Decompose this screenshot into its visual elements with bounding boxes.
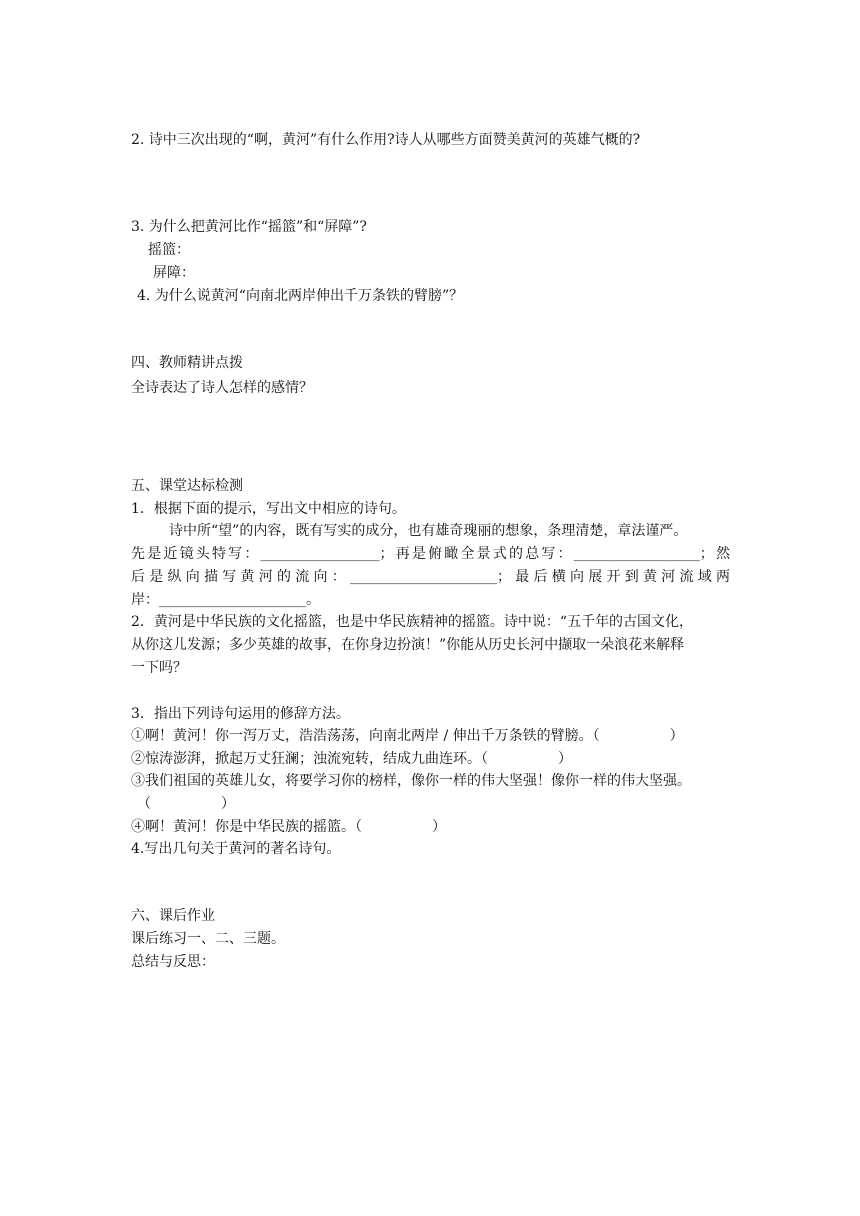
question-2: 2. 诗中三次出现的“啊，黄河”有什么作用?诗人从哪些方面赞美黄河的英雄气概的? bbox=[131, 132, 641, 148]
exercise-3-title: 3．指出下列诗句运用的修辞方法。 bbox=[131, 706, 350, 722]
exercise-3-item-a: ①啊！黄河！你一泻万丈，浩浩荡荡，向南北两岸 / 伸出千万条铁的臂膀。（ ） bbox=[131, 728, 684, 744]
exercise-3-item-c: ③我们祖国的英雄儿女，将要学习你的榜样，像你一样的伟大坚强！像你一样的伟大坚强。 bbox=[131, 773, 691, 789]
question-3: 3. 为什么把黄河比作“摇篮”和“屏障”? bbox=[131, 219, 367, 235]
reflection-label: 总结与反思： bbox=[131, 954, 215, 970]
section-6-heading: 六、课后作业 bbox=[131, 908, 215, 924]
question-4: 4. 为什么说黄河“向南北两岸伸出千万条铁的臂膀”？ bbox=[137, 288, 464, 304]
exercise-1-blank-line-3: 岸：_____________________。 bbox=[131, 592, 320, 608]
exercise-1-title: 1．根据下面的提示，写出文中相应的诗句。 bbox=[131, 501, 406, 517]
section-4-heading: 四、教师精讲点拨 bbox=[131, 355, 243, 371]
question-3-cradle-label: 摇篮： bbox=[148, 242, 190, 258]
section-4-question: 全诗表达了诗人怎样的感情？ bbox=[131, 380, 313, 396]
question-3-barrier-label: 屏障： bbox=[153, 265, 195, 281]
exercise-3-item-c-blank: （ ） bbox=[137, 796, 235, 812]
exercise-1-blank-line-1: 先是近镜头特写：_________________；再是俯瞰全景式的总写：__________________；然 bbox=[131, 546, 730, 562]
exercise-2-line-2: 从你这儿发源；多少英雄的故事，在你身边扮演！”你能从历史长河中撷取一朵浪花来解释 bbox=[131, 637, 685, 653]
exercise-4: 4.写出几句关于黄河的著名诗句。 bbox=[131, 841, 341, 857]
exercise-2-line-3: 一下吗？ bbox=[131, 660, 187, 676]
homework-text: 课后练习一、二、三题。 bbox=[131, 931, 285, 947]
exercise-3-item-b: ②惊涛澎湃，掀起万丈狂澜；浊流宛转，结成九曲连环。（ ） bbox=[131, 751, 572, 767]
exercise-1-prompt: 诗中所“望”的内容，既有写实的成分，也有雄奇瑰丽的想象，条理清楚，章法谨严。 bbox=[169, 523, 688, 539]
section-5-heading: 五、课堂达标检测 bbox=[131, 478, 243, 494]
exercise-3-item-d: ④啊！黄河！你是中华民族的摇篮。（ ） bbox=[131, 819, 446, 835]
exercise-1-blank-line-2: 后是纵向描写黄河的流向：_____________________；最后横向展开到黄河流域两 bbox=[131, 569, 730, 585]
exercise-2-line-1: 2．黄河是中华民族的文化摇篮，也是中华民族精神的摇篮。诗中说：“五千年的古国文化， bbox=[131, 614, 694, 630]
